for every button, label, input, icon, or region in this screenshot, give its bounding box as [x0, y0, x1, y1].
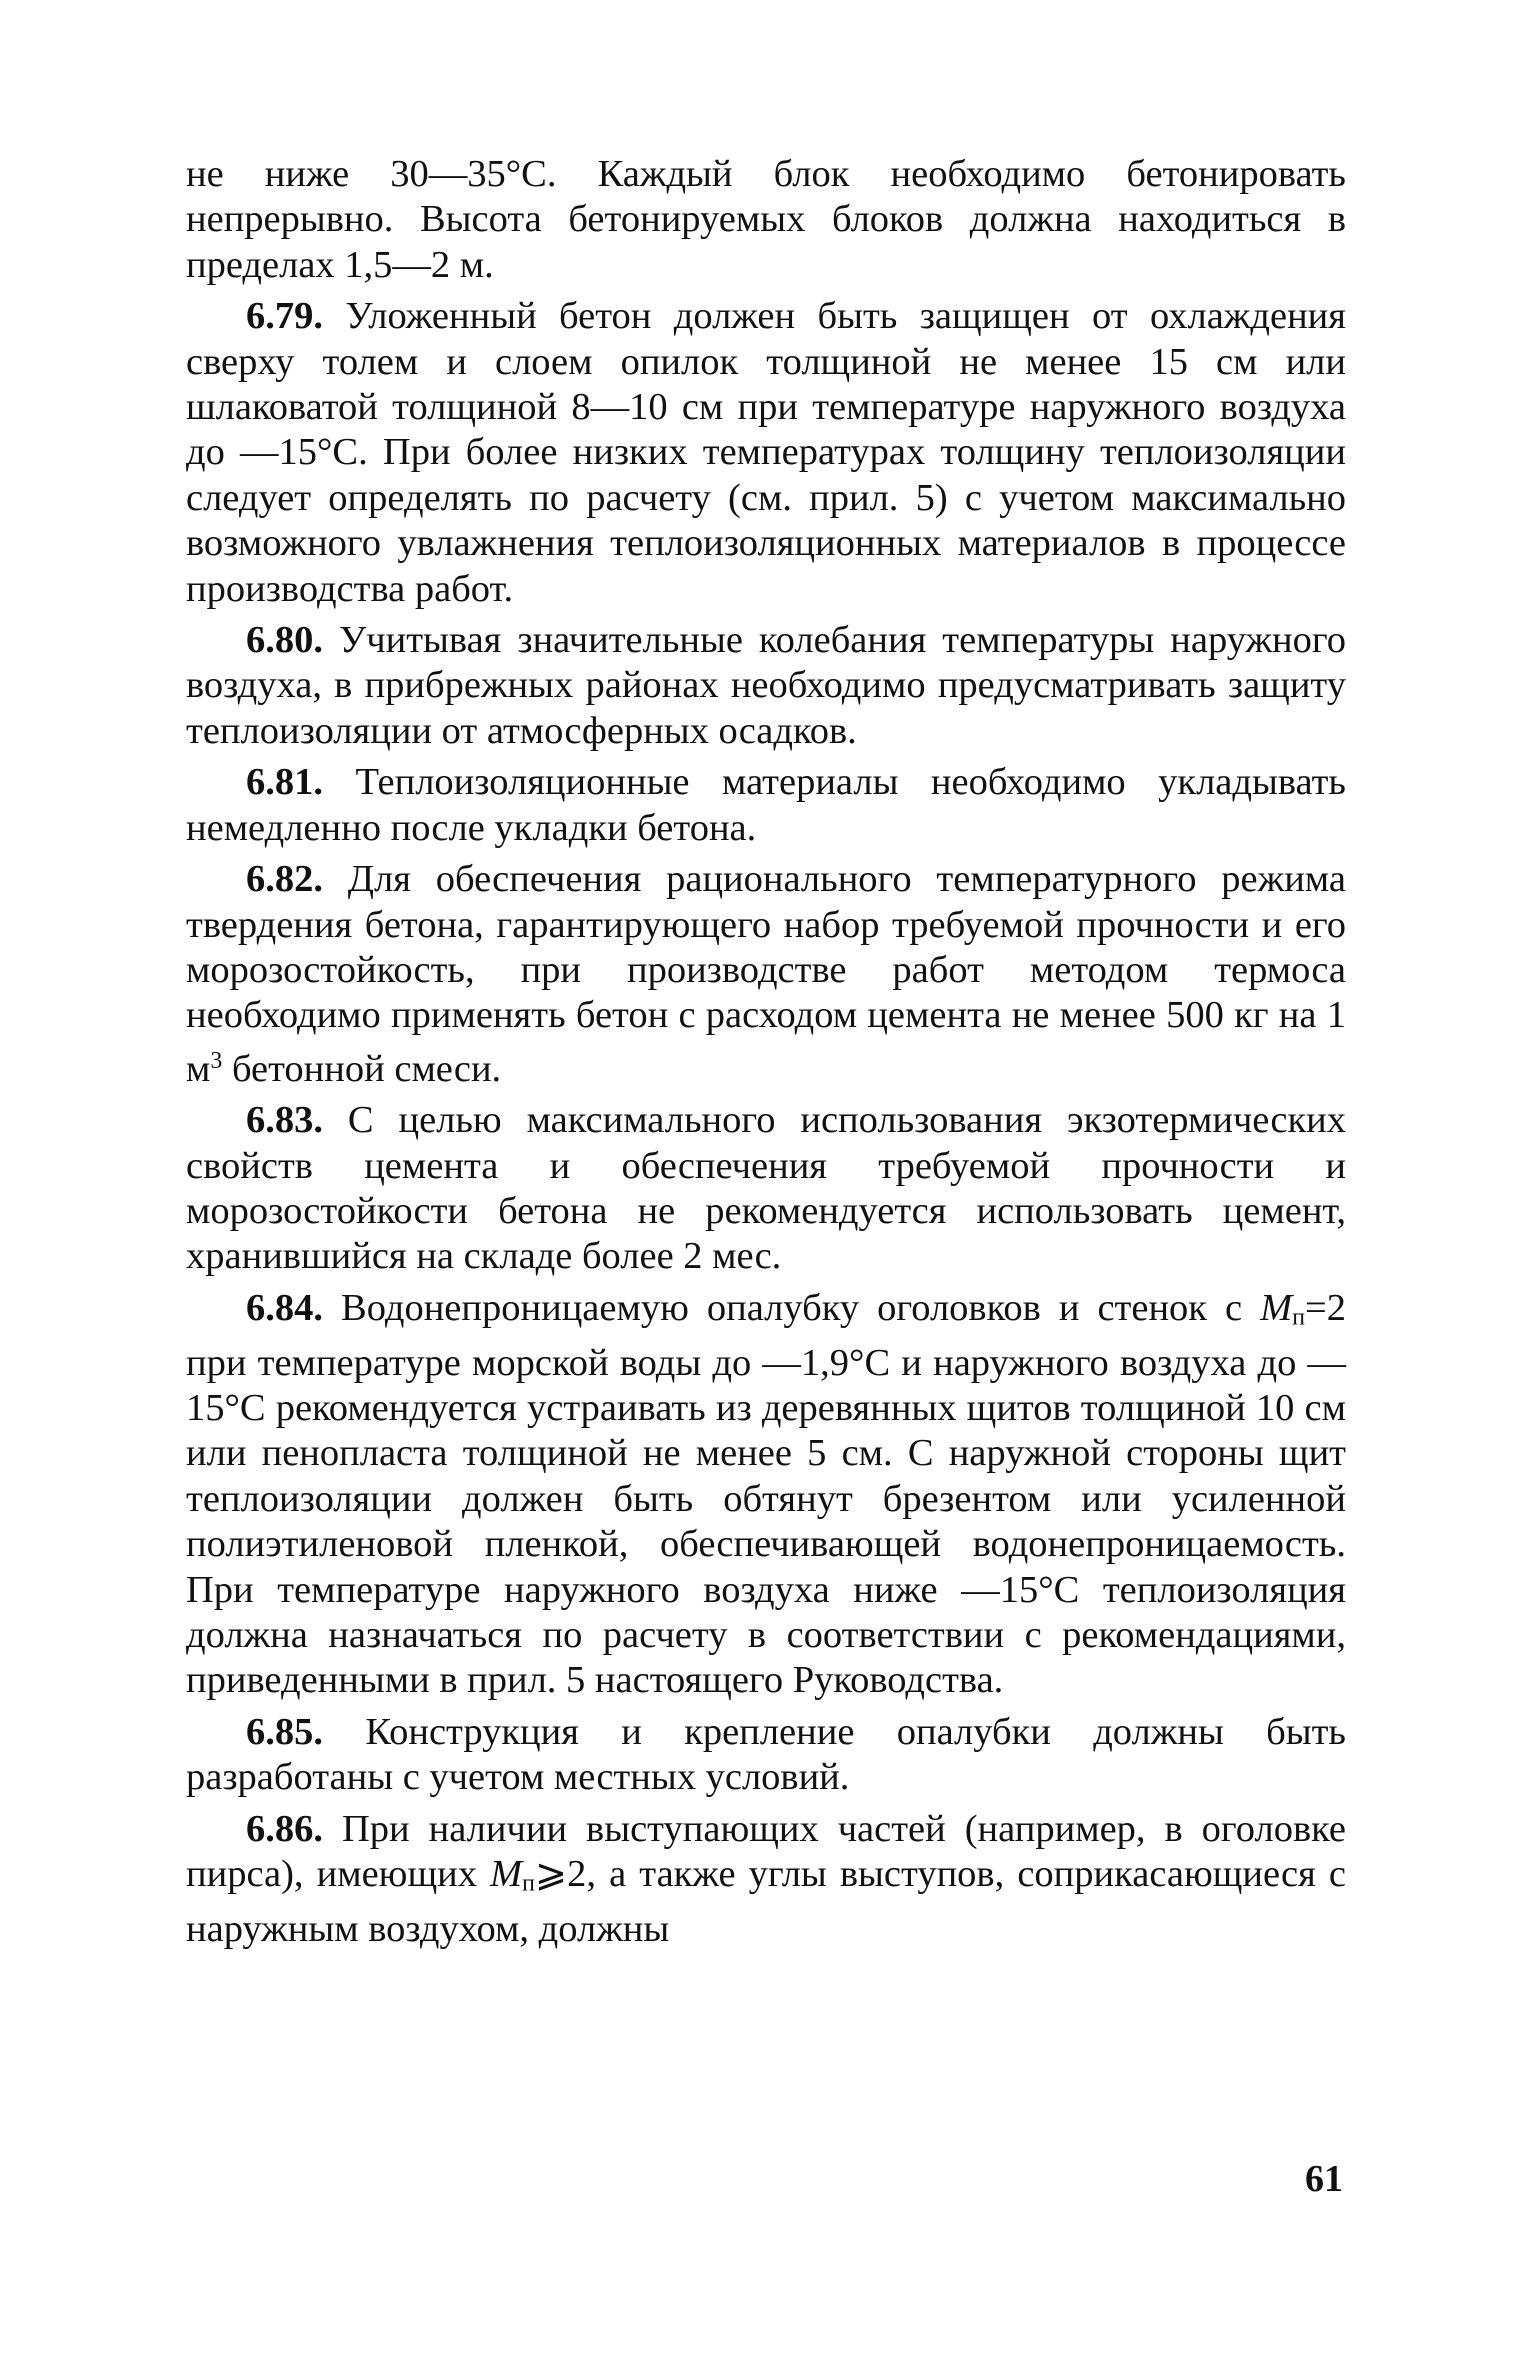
paragraph-text: Уложенный бетон должен быть защищен от охлаждения сверху толем и слоем опилок толщиной не менее 15 см или шлаковатой толщиной 8—10 см при температуре наружного воздуха до —15°С. При более низких температурах толщину теплоизоляции следует определять по расчету (см. прил. 5) с учетом максимально возможного увлажнения теплоизоляционных материалов в процессе производства работ.	[186, 295, 1346, 610]
paragraph-text: С целью максимального использования экзотермических свойств цемента и обеспечения требуемой прочности и морозостойкости бетона не рекомендуется использовать цемент, хранившийся на складе более 2 мес.	[186, 1099, 1346, 1278]
paragraph-6-80	[186, 618, 1346, 754]
paragraph-continuation	[186, 152, 1346, 288]
paragraph-6-79	[186, 294, 1346, 612]
paragraph-text: При наличии выступающих частей (например, в оголовке пирса), имеющих	[186, 1807, 1346, 1896]
section-number: 6.83.	[246, 1099, 323, 1142]
section-number: 6.79.	[246, 295, 323, 338]
paragraph-text: Для обеспечения рационального температурного режима твердения бетона, гарантирующего набор требуемой прочности и его морозостойкость, при производстве работ методом термоса необходимо применять бетон с расходом цемента не менее 500 кг на 1 м	[186, 858, 1346, 1090]
section-number: 6.81.	[246, 761, 323, 804]
paragraph-text: бетонной смеси.	[222, 1047, 502, 1090]
paragraph-6-81	[186, 760, 1346, 851]
section-number: 6.80.	[246, 619, 323, 662]
paragraph-6-85	[186, 1710, 1346, 1801]
section-number: 6.84.	[246, 1286, 323, 1329]
paragraph-text: Конструкция и крепление опалубки должны быть разработаны с учетом местных условий.	[186, 1710, 1346, 1799]
paragraph-6-86	[186, 1807, 1346, 1953]
paragraph-6-83	[186, 1098, 1346, 1280]
paragraph-6-82	[186, 857, 1346, 1092]
section-number: 6.85.	[246, 1710, 323, 1753]
page-number: 61	[1305, 2158, 1343, 2200]
subscript: п	[1292, 1304, 1306, 1331]
subscript: п	[522, 1870, 535, 1897]
paragraph-text: =2 при температуре морской воды до —1,9°С и наружного воздуха до —15°С рекомендуется устраивать из деревянных щитов толщиной 10 см или пенопласта толщиной не менее 5 см. С наружной стороны щит теплоизоляции должен быть обтянут брезентом или усиленной полиэтиленовой пленкой, обеспечивающей водонепроницаемость. При температуре наружного воздуха ниже —15°С теплоизоляция должна назначаться по расчету в соответствии с рекомендациями, приведенными в прил. 5 настоящего Руководства.	[186, 1286, 1346, 1702]
paragraph-text: не ниже 30—35°С. Каждый блок необходимо бетонировать непрерывно. Высота бетонируемых блоков должна находиться в пределах 1,5—2 м.	[186, 153, 1346, 286]
paragraph-text: Учитывая значительные колебания температуры наружного воздуха, в прибрежных районах необходимо предусматривать защиту теплоизоляции от атмосферных осадков.	[186, 619, 1346, 752]
paragraph-text: ⩾2, а также углы выступов, соприкасающиеся с наружным воздухом, должны	[186, 1853, 1346, 1950]
math-variable: М	[490, 1853, 523, 1896]
section-number: 6.82.	[246, 858, 323, 901]
paragraph-text: Водонепроницаемую опалубку оголовков и стенок с	[323, 1286, 1261, 1329]
superscript: 3	[210, 1047, 223, 1074]
paragraph-6-84	[186, 1286, 1346, 1704]
math-variable: М	[1260, 1286, 1293, 1329]
section-number: 6.86.	[246, 1807, 323, 1850]
document-page	[186, 152, 1346, 1952]
paragraph-text: Теплоизоляционные материалы необходимо укладывать немедленно после укладки бетона.	[186, 761, 1346, 849]
